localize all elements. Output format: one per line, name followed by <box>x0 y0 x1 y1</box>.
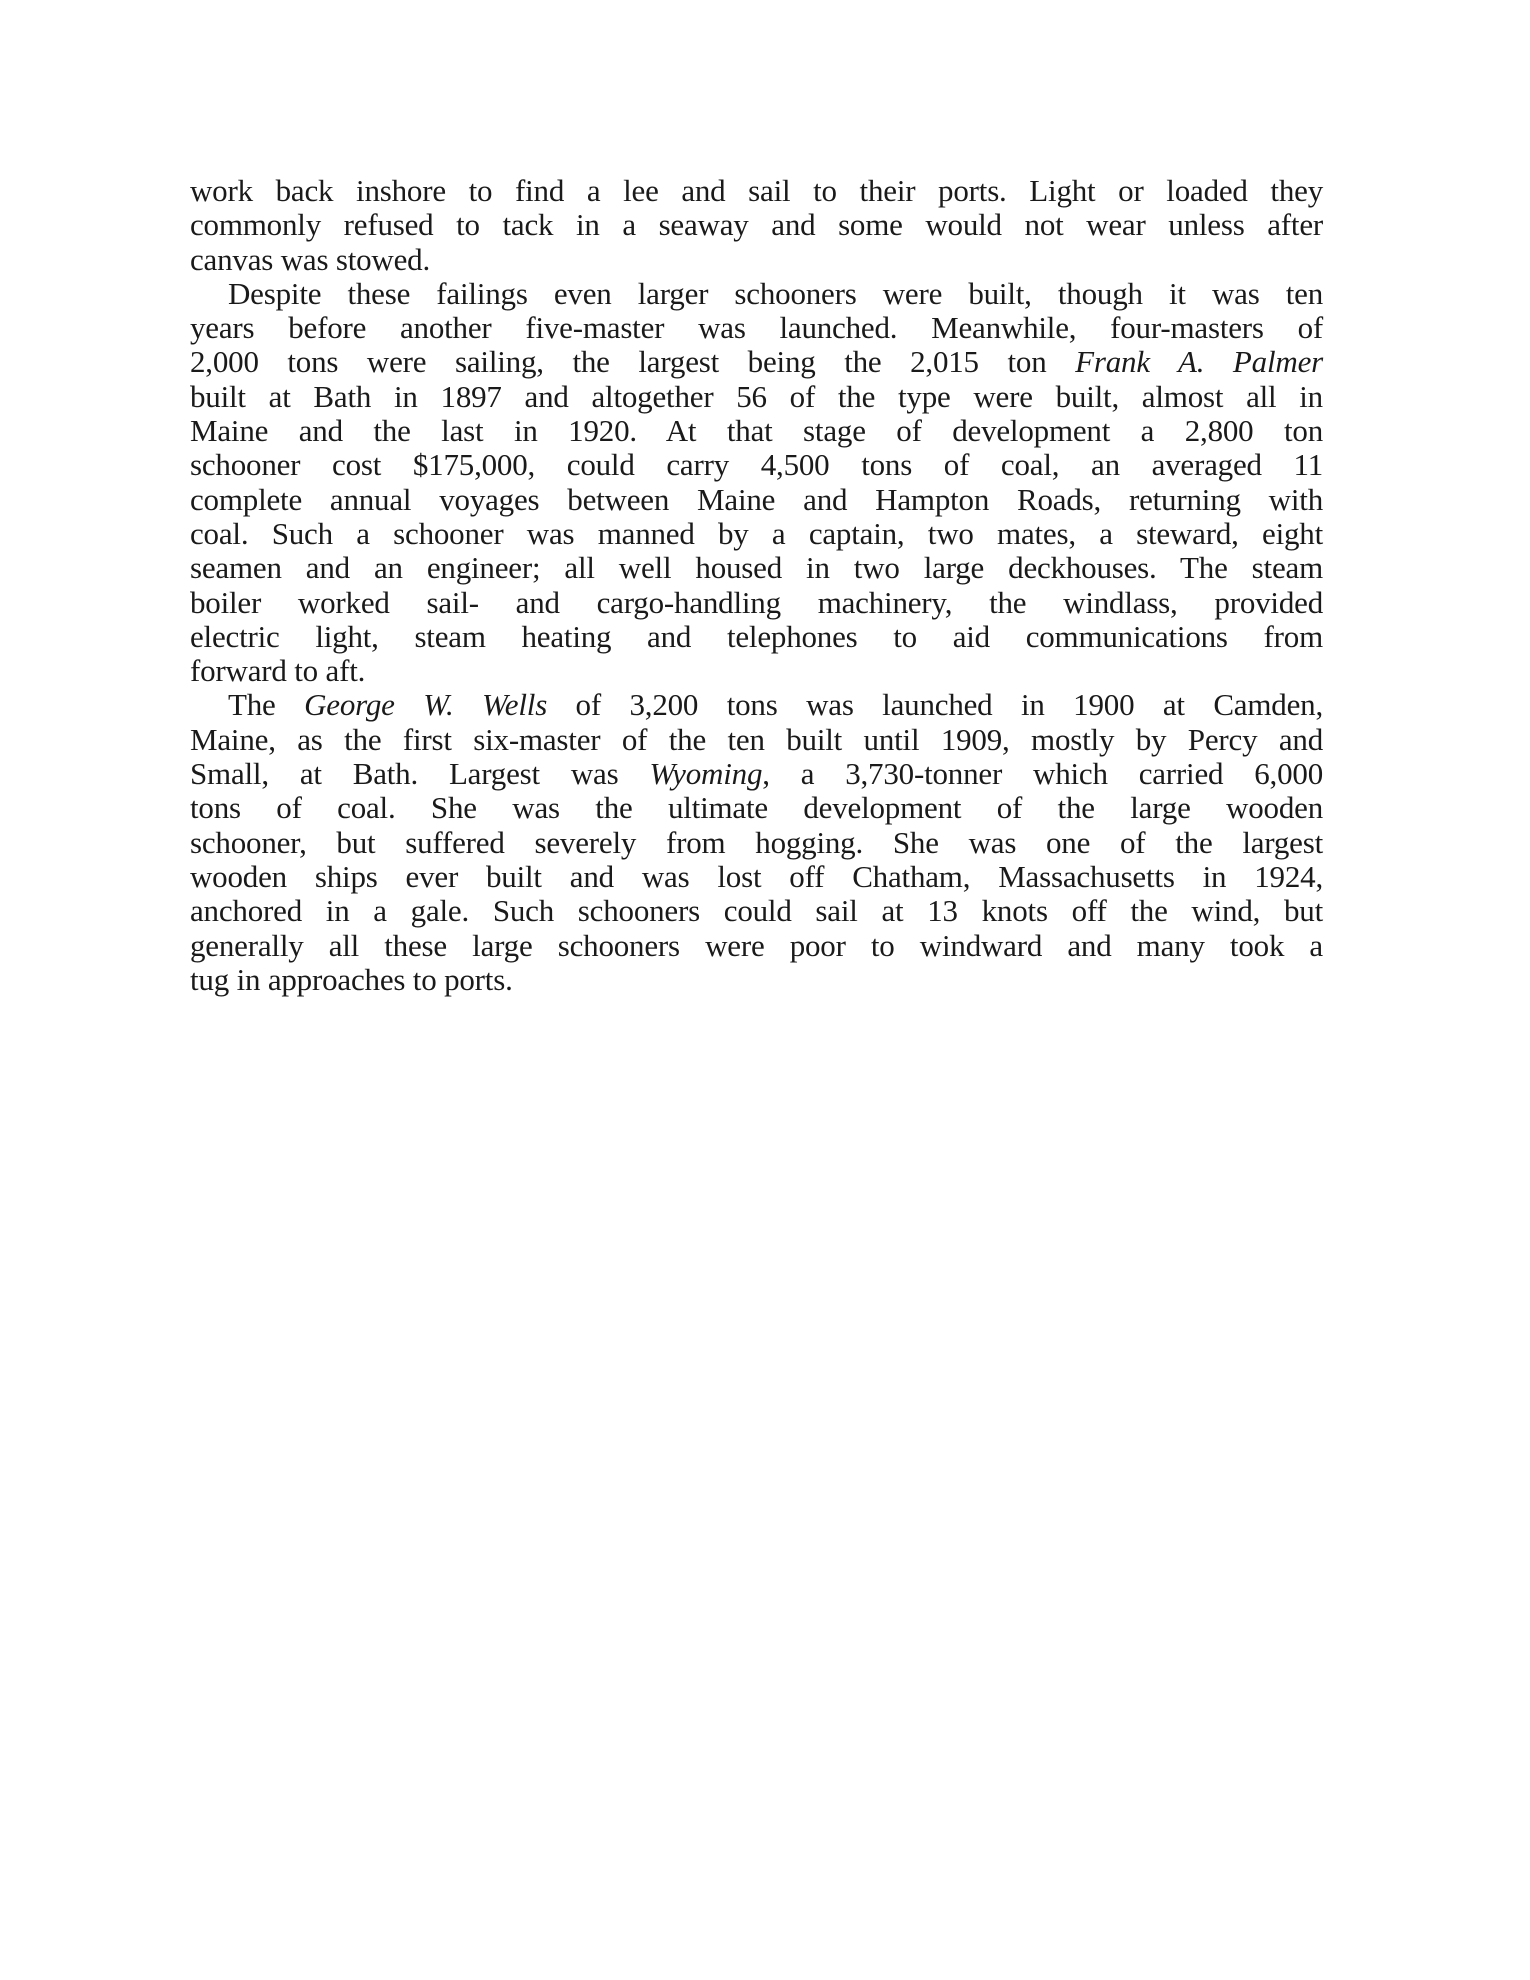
text-segment: , a 3,730-tonner which carried 6,000 <box>762 756 1324 792</box>
text-segment: Despite these failings even larger schooners were built, though it was ten <box>228 275 1323 311</box>
italic-ship-name: George W. Wells <box>304 687 548 723</box>
text-line <box>190 448 1323 482</box>
text-segment: boiler worked sail- and cargo-handling machinery, the windlass, provided <box>190 584 1323 620</box>
text-line <box>190 345 1323 379</box>
text-line <box>190 791 1323 825</box>
text-segment: work back inshore to find a lee and sail to their ports. Light or loaded they <box>190 173 1323 208</box>
text-segment: seamen and an engineer; all well housed in two large deckhouses. The steam <box>190 550 1323 586</box>
text-line <box>190 380 1323 414</box>
text-line <box>190 277 1323 311</box>
text-segment: tons of coal. She was the ultimate development of the large wooden <box>190 790 1323 826</box>
text-line <box>190 243 1323 277</box>
text-line <box>190 311 1323 345</box>
text-segment: Maine, as the first six-master of the ten built until 1909, mostly by Percy and <box>190 721 1323 757</box>
text-segment: electric light, steam heating and telephones to aid communications from <box>190 618 1323 654</box>
text-segment: generally all these large schooners were poor to windward and many took a <box>190 927 1323 963</box>
text-segment: canvas was stowed. <box>190 241 431 277</box>
text-line <box>190 414 1323 448</box>
text-segment: coal. Such a schooner was manned by a captain, two mates, a steward, eight <box>190 515 1323 551</box>
text-segment: tug in approaches to ports. <box>190 961 513 997</box>
text-segment: built at Bath in 1897 and altogether 56 of the type were built, almost all in <box>190 378 1323 414</box>
italic-ship-name: Frank A. Palmer <box>1075 344 1323 380</box>
text-line <box>190 174 1323 208</box>
text-segment: commonly refused to tack in a seaway and some would not wear unless after <box>190 207 1323 243</box>
text-segment: wooden ships ever built and was lost off Chatham, Massachusetts in 1924, <box>190 858 1323 894</box>
text-line <box>190 551 1323 585</box>
text-segment: of 3,200 tons was launched in 1900 at Camden, <box>547 687 1323 723</box>
text-segment: Maine and the last in 1920. At that stage of development a 2,800 ton <box>190 413 1323 449</box>
text-segment: 2,000 tons were sailing, the largest being the 2,015 ton <box>190 344 1076 380</box>
text-line <box>190 894 1323 928</box>
text-segment: forward to aft. <box>190 653 366 689</box>
document-page <box>190 174 1323 997</box>
text-line <box>190 963 1323 997</box>
text-line <box>190 723 1323 757</box>
text-segment: schooner cost $175,000, could carry 4,500 tons of coal, an averaged 11 <box>190 447 1323 483</box>
text-segment: The <box>228 687 305 723</box>
text-line <box>190 208 1323 242</box>
text-line <box>190 586 1323 620</box>
text-segment: years before another five-master was launched. Meanwhile, four-masters of <box>190 310 1323 346</box>
text-line <box>190 757 1323 791</box>
text-segment: anchored in a gale. Such schooners could sail at 13 knots off the wind, but <box>190 893 1323 929</box>
text-line <box>190 826 1323 860</box>
text-segment: Small, at Bath. Largest was <box>190 756 650 792</box>
text-segment: schooner, but suffered severely from hogging. She was one of the largest <box>190 824 1323 860</box>
text-segment: complete annual voyages between Maine and Hampton Roads, returning with <box>190 481 1323 517</box>
text-line <box>190 929 1323 963</box>
text-line <box>190 860 1323 894</box>
text-line <box>190 654 1323 688</box>
text-line <box>190 483 1323 517</box>
italic-ship-name: Wyoming <box>649 756 763 792</box>
text-line <box>190 517 1323 551</box>
text-line <box>190 688 1323 722</box>
text-line <box>190 620 1323 654</box>
